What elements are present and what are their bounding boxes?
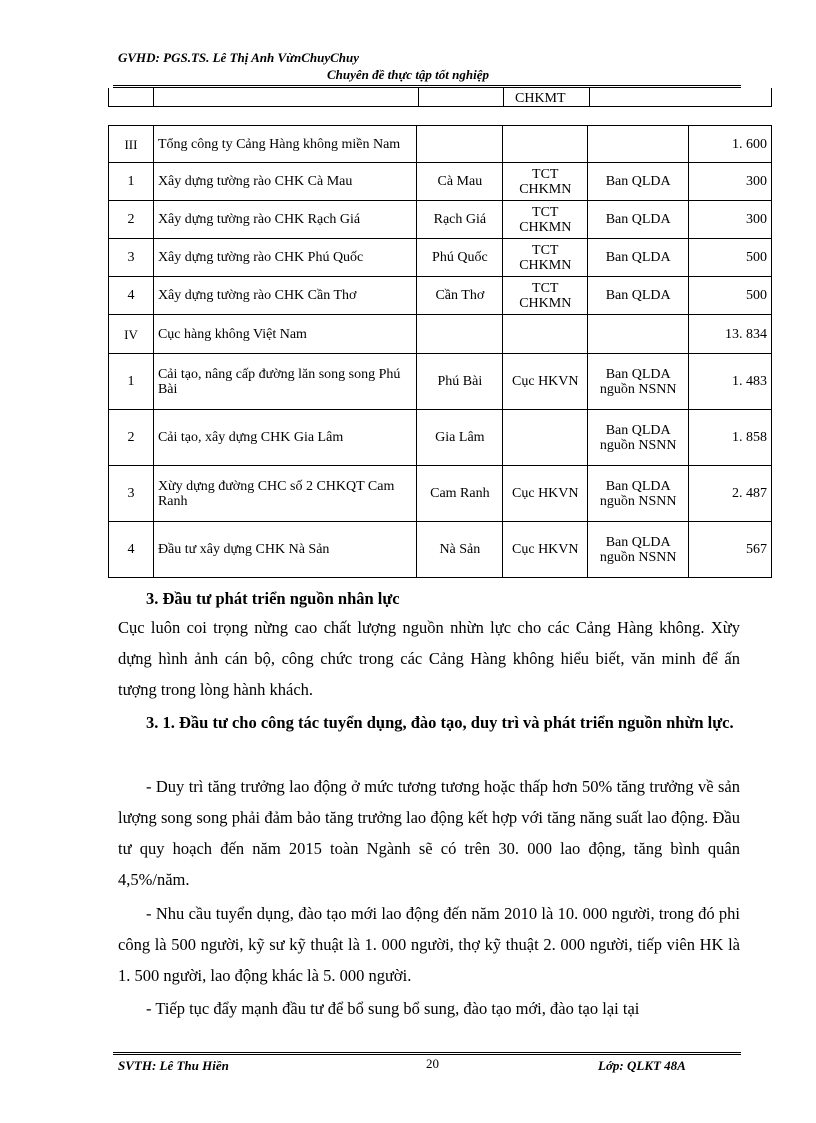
location-cell — [417, 315, 503, 354]
footer-class: Lớp: QLKT 48A — [598, 1058, 686, 1073]
management-board-cell — [588, 126, 689, 163]
row-number-cell: IV — [109, 315, 154, 354]
capital-value-cell: 1. 483 — [689, 354, 772, 410]
management-board-cell: Ban QLDA nguồn NSNN — [588, 466, 689, 522]
table-row — [109, 466, 772, 522]
management-board-cell: Ban QLDA nguồn NSNN — [588, 410, 689, 466]
capital-value-cell: 300 — [689, 201, 772, 239]
management-board-cell — [588, 315, 689, 354]
location-cell: Phú Bài — [417, 354, 503, 410]
paragraph-bullet-2: - Nhu cầu tuyển dụng, đào tạo mới lao động đến năm 2010 là 10. 000 người, trong đó phi công là 500 người, kỹ sư kỹ thuật là 1. 000 người, thợ kỹ thuật 2. 000 người, tiếp viên HK là 1. 500 người, lao động khác là 5. 000 người. — [118, 904, 740, 985]
table-row — [109, 410, 772, 466]
table-row — [109, 315, 772, 354]
project-name-cell: Cải tạo, xây dựng CHK Gia Lâm — [153, 410, 416, 466]
project-name-cell: Xây dựng tường rào CHK Phú Quốc — [153, 239, 416, 277]
row-number-cell: 4 — [109, 522, 154, 578]
capital-value-cell: 300 — [689, 163, 772, 201]
continuation-cell: CHKMT — [515, 91, 566, 106]
paragraph-bullet-3: - Tiếp tục đẩy mạnh đầu tư để bổ sung bổ sung, đào tạo mới, đào tạo lại tại — [146, 999, 640, 1018]
section-heading: 3. Đầu tư phát triển nguồn nhân lực — [146, 589, 400, 608]
capital-value-cell: 1. 858 — [689, 410, 772, 466]
header-subtitle: Chuyên đề thực tập tốt nghiệp — [327, 67, 489, 82]
location-cell: Phú Quốc — [417, 239, 503, 277]
footer-student: SVTH: Lê Thu Hiền — [118, 1058, 229, 1073]
row-number-cell: 3 — [109, 466, 154, 522]
project-name-cell: Xây dựng tường rào CHK Cà Mau — [153, 163, 416, 201]
footer-rule — [113, 1054, 741, 1055]
page-number: 20 — [426, 1056, 439, 1071]
header-rule — [113, 85, 741, 86]
management-board-cell: Ban QLDA — [588, 163, 689, 201]
project-name-cell: Xừy dựng đường CHC số 2 CHKQT Cam Ranh — [153, 466, 416, 522]
investor-cell: TCT CHKMN — [503, 277, 588, 315]
table-row — [109, 201, 772, 239]
row-number-cell: 2 — [109, 201, 154, 239]
location-cell: Nà Sản — [417, 522, 503, 578]
capital-value-cell: 567 — [689, 522, 772, 578]
investment-table — [108, 125, 772, 578]
table-row — [109, 126, 772, 163]
capital-value-cell: 1. 600 — [689, 126, 772, 163]
investor-cell: Cục HKVN — [503, 522, 588, 578]
location-cell: Cần Thơ — [417, 277, 503, 315]
table-row — [109, 163, 772, 201]
location-cell: Rạch Giá — [417, 201, 503, 239]
investor-cell: TCT CHKMN — [503, 163, 588, 201]
management-board-cell: Ban QLDA nguồn NSNN — [588, 354, 689, 410]
investor-cell: Cục HKVN — [503, 466, 588, 522]
location-cell: Cà Mau — [417, 163, 503, 201]
section-intro: Cục luôn coi trọng nừng cao chất lượng nguồn nhừn lực cho các Cảng Hàng không. Xừy dựng hình ảnh cán bộ, công chức trong các Cảng Hàng không hiểu biết, văn minh để ấn tượng trong lòng hành khách. — [118, 618, 740, 699]
table-row — [109, 522, 772, 578]
table-row — [109, 239, 772, 277]
row-number-cell: 3 — [109, 239, 154, 277]
management-board-cell: Ban QLDA — [588, 277, 689, 315]
capital-value-cell: 13. 834 — [689, 315, 772, 354]
project-name-cell: Đầu tư xây dựng CHK Nà Sản — [153, 522, 416, 578]
management-board-cell: Ban QLDA — [588, 201, 689, 239]
investor-cell — [503, 410, 588, 466]
location-cell: Gia Lâm — [417, 410, 503, 466]
project-name-cell: Cục hàng không Việt Nam — [153, 315, 416, 354]
footer-rule — [113, 1052, 741, 1053]
investor-cell — [503, 315, 588, 354]
investor-cell: TCT CHKMN — [503, 239, 588, 277]
table-row — [109, 354, 772, 410]
row-number-cell: 1 — [109, 354, 154, 410]
project-name-cell: Xây dựng tường rào CHK Cần Thơ — [153, 277, 416, 315]
capital-value-cell: 2. 487 — [689, 466, 772, 522]
row-number-cell: 2 — [109, 410, 154, 466]
management-board-cell: Ban QLDA — [588, 239, 689, 277]
project-name-cell: Tổng công ty Cảng Hàng không miền Nam — [153, 126, 416, 163]
capital-value-cell: 500 — [689, 239, 772, 277]
table-row — [109, 277, 772, 315]
subsection-heading: 3. 1. Đầu tư cho công tác tuyển dụng, đào tạo, duy trì và phát triển nguồn nhừn lực. — [146, 713, 734, 732]
header-advisor: GVHD: PGS.TS. Lê Thị Anh VừnChuyChuy — [118, 50, 360, 65]
project-name-cell: Xây dựng tường rào CHK Rạch Giá — [153, 201, 416, 239]
row-number-cell: 1 — [109, 163, 154, 201]
row-number-cell: 4 — [109, 277, 154, 315]
location-cell — [417, 126, 503, 163]
management-board-cell: Ban QLDA nguồn NSNN — [588, 522, 689, 578]
table-continuation-row — [108, 88, 772, 107]
investor-cell: TCT CHKMN — [503, 201, 588, 239]
paragraph-bullet-1: - Duy trì tăng trưởng lao động ở mức tương tương hoặc thấp hơn 50% tăng trưởng về sản lượng song song phải đảm bảo tăng trưởng lao động kết hợp với tăng năng suất lao động. Đầu tư quy hoạch đến năm 2015 toàn Ngành sẽ có trên 30. 000 lao động, tăng bình quân 4,5%/năm. — [118, 777, 740, 889]
investor-cell: Cục HKVN — [503, 354, 588, 410]
row-number-cell: III — [109, 126, 154, 163]
capital-value-cell: 500 — [689, 277, 772, 315]
investor-cell — [503, 126, 588, 163]
project-name-cell: Cải tạo, nâng cấp đường lăn song song Phú Bài — [153, 354, 416, 410]
location-cell: Cam Ranh — [417, 466, 503, 522]
